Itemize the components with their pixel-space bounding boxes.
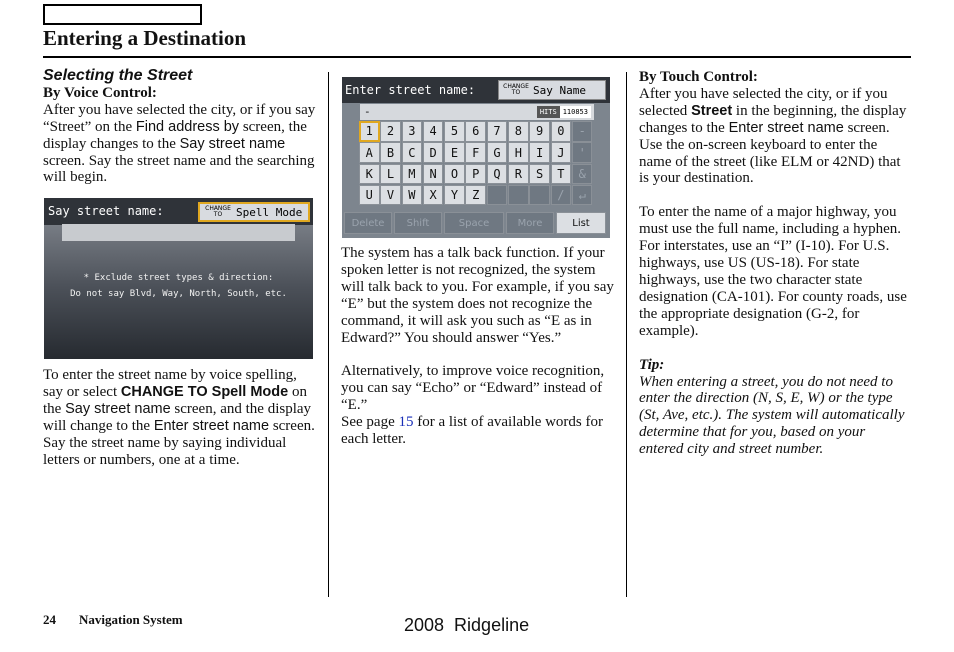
right-column <box>639 69 911 458</box>
delete-button[interactable]: Delete <box>344 212 392 234</box>
keyboard-key[interactable]: B <box>380 142 401 163</box>
keyboard-key[interactable] <box>529 185 550 206</box>
space-button[interactable]: Space <box>444 212 504 234</box>
keyboard-key[interactable]: 6 <box>465 121 486 142</box>
keyboard-key[interactable]: 2 <box>380 121 401 142</box>
voice-paragraph-1: After you have selected the city, or if you say “Street” on the Find address by screen, the display changes to the Say street name screen. Say the street name and the searching will begin. <box>43 101 316 186</box>
tip-title: Tip: <box>639 356 665 373</box>
keyboard-key[interactable]: C <box>402 142 423 163</box>
keyboard-key[interactable]: G <box>487 142 508 163</box>
page-link[interactable]: 15 <box>398 414 414 431</box>
section-heading: Selecting the Street <box>43 67 193 84</box>
column-divider-left <box>328 72 329 597</box>
hits-counter: HITS 110853 <box>537 106 591 118</box>
keyboard-key[interactable]: X <box>423 185 444 206</box>
keyboard-key[interactable]: - <box>572 121 593 142</box>
title-rule <box>43 56 911 58</box>
left-column <box>43 68 319 186</box>
keyboard-key[interactable]: U <box>359 185 380 206</box>
more-button[interactable]: More <box>506 212 554 234</box>
change-to-label: CHANGE TO <box>503 83 529 96</box>
keyboard-key[interactable]: I <box>529 142 550 163</box>
street-entry-field[interactable] <box>360 104 594 120</box>
keyboard-key[interactable]: P <box>465 164 486 185</box>
keyboard-key[interactable]: 5 <box>444 121 465 142</box>
keyboard-key[interactable]: ' <box>572 142 593 163</box>
keyboard-key[interactable]: Y <box>444 185 465 206</box>
spell-mode-label: Spell Mode <box>236 205 303 219</box>
keyboard-key[interactable]: N <box>423 164 444 185</box>
change-to-spell-mode-button[interactable] <box>198 202 310 222</box>
enter-street-name-screen <box>342 77 610 238</box>
on-screen-keyboard <box>359 121 592 205</box>
page-title: Entering a Destination <box>43 26 247 50</box>
keyboard-key[interactable]: & <box>572 164 593 185</box>
keyboard-key[interactable] <box>508 185 529 206</box>
touch-control-title: By Touch Control: <box>639 69 758 85</box>
say-name-label: Say Name <box>533 83 586 97</box>
keyboard-key[interactable]: J <box>551 142 572 163</box>
street-name-field <box>62 224 295 241</box>
screen-label: Say street name: <box>48 204 164 218</box>
page-number: 24 <box>43 612 56 627</box>
say-street-name-screen <box>44 198 313 359</box>
change-to-say-name-button[interactable] <box>498 80 606 100</box>
alternative-paragraph: Alternatively, to improve voice recognition, you can say “Echo” or “Edward” instead of “E.” <box>341 363 605 414</box>
entry-text: - <box>364 105 371 118</box>
keyboard-key[interactable]: 9 <box>529 121 550 142</box>
keyboard-key[interactable]: T <box>551 164 572 185</box>
shift-button[interactable]: Shift <box>394 212 442 234</box>
keyboard-key[interactable]: 7 <box>487 121 508 142</box>
keyboard-key[interactable]: 4 <box>423 121 444 142</box>
keyboard-key[interactable]: H <box>508 142 529 163</box>
keyboard-key[interactable]: / <box>551 185 572 206</box>
keyboard-key[interactable]: M <box>402 164 423 185</box>
footer-model: 2008 Ridgeline <box>404 615 530 635</box>
keyboard-key[interactable]: A <box>359 142 380 163</box>
talk-back-paragraph: The system has a talk back function. If your spoken letter is not recognized, the system will talk back to you. For example, if you say “E” but the system does not recognize the command, it will ask you such as “E as in Edward?” You should answer “Yes.” <box>341 245 614 346</box>
screen-label: Enter street name: <box>345 83 476 97</box>
keyboard-key[interactable]: 1 <box>359 121 380 142</box>
keyboard-key[interactable]: R <box>508 164 529 185</box>
keyboard-key[interactable]: 8 <box>508 121 529 142</box>
keyboard-key[interactable] <box>487 185 508 206</box>
touch-paragraph-1: After you have selected the city, or if you selected Street in the beginning, the display changes to the Enter street name screen. Use the on-screen keyboard to enter the name of the street (like ELM or 42ND) that is your destination. <box>639 85 907 187</box>
keyboard-key[interactable]: L <box>380 164 401 185</box>
header-tab-box <box>43 4 202 25</box>
left-column-lower <box>43 367 319 468</box>
keyboard-key[interactable]: E <box>444 142 465 163</box>
column-divider-right <box>626 72 627 597</box>
keyboard-key[interactable]: D <box>423 142 444 163</box>
keyboard-key[interactable]: K <box>359 164 380 185</box>
keyboard-bottom-row <box>344 212 606 234</box>
middle-column <box>341 245 617 448</box>
keyboard-key[interactable]: Q <box>487 164 508 185</box>
list-button[interactable]: List <box>556 212 606 234</box>
keyboard-key[interactable]: W <box>402 185 423 206</box>
keyboard-key[interactable]: F <box>465 142 486 163</box>
keyboard-key[interactable]: V <box>380 185 401 206</box>
keyboard-key[interactable]: S <box>529 164 550 185</box>
highway-paragraph: To enter the name of a major highway, you must use the full name, including a hyphen. For interstates, use an “I” (I-10). For U.S. highways, use US (US-18). For state highways, use the two character state designation (CA-101). For county roads, use the appropriate designation (G-2, for example). <box>639 204 907 339</box>
voice-paragraph-2: To enter the street name by voice spelling, say or select CHANGE TO Spell Mode on the Say street name screen, and the display will change to the Enter street name screen. <box>43 367 315 434</box>
exclusion-note: * Exclude street types & direction: Do not say Blvd, Way, North, South, etc. <box>70 273 287 299</box>
tip-text: When entering a street, you do not need to enter the direction (N, S, E, W) or the type (St, Ave, etc.). The system will automatically determine that for you, based on your entered city and street number. <box>639 373 905 458</box>
voice-control-title: By Voice Control: <box>43 84 157 101</box>
footer-section: Navigation System <box>79 612 183 627</box>
voice-paragraph-3: Say the street name by saying individual letters or numbers, one at a time. <box>43 434 287 468</box>
keyboard-key[interactable]: Z <box>465 185 486 206</box>
keyboard-key[interactable]: 0 <box>551 121 572 142</box>
keyboard-key[interactable]: 3 <box>402 121 423 142</box>
change-to-label: CHANGE TO <box>205 205 231 218</box>
keyboard-key[interactable]: O <box>444 164 465 185</box>
keyboard-key[interactable]: ↵ <box>572 185 593 206</box>
see-page-paragraph: See page 15 for a list of available words for each letter. <box>341 414 604 448</box>
